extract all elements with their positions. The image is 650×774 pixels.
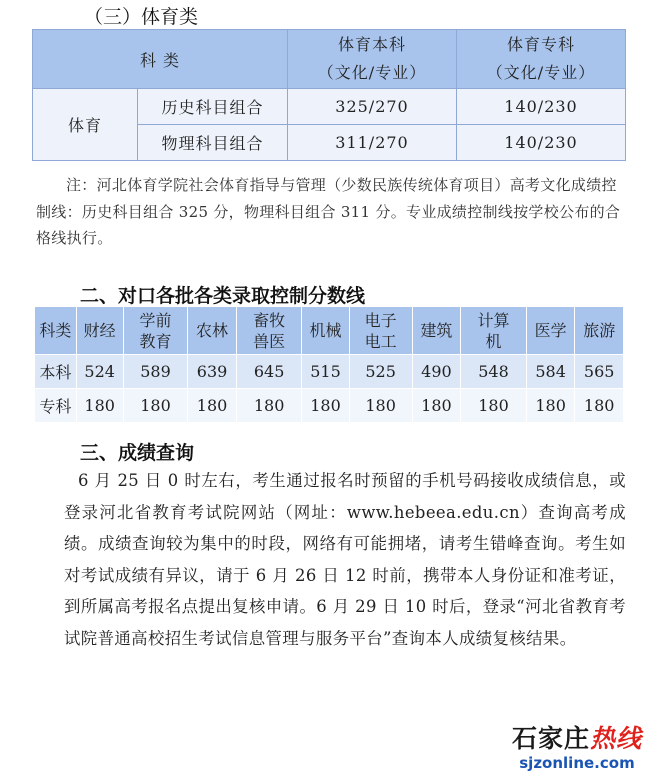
cell-value: 180 bbox=[236, 389, 302, 423]
header-cell: 科类 bbox=[35, 307, 77, 355]
header-undergrad-sub: （文化/专业） bbox=[317, 63, 427, 82]
header-cell: 医学 bbox=[526, 307, 575, 355]
score-query-paragraph bbox=[64, 465, 626, 655]
cell-value: 565 bbox=[575, 355, 624, 389]
table-row bbox=[35, 389, 624, 423]
row-label: 物理科目组合 bbox=[138, 125, 288, 161]
cell-value: 515 bbox=[302, 355, 349, 389]
header-cell: 财经 bbox=[76, 307, 123, 355]
header-cell: 建筑 bbox=[412, 307, 461, 355]
section-heading-vocational: 二、对口各批各类录取控制分数线 bbox=[80, 285, 366, 307]
header-cell: 学前教育 bbox=[123, 307, 188, 355]
cell-value: 180 bbox=[76, 389, 123, 423]
header-undergrad-title: 体育本科 bbox=[337, 35, 406, 54]
cell-value: 140/230 bbox=[457, 125, 626, 161]
vocational-score-table bbox=[34, 306, 624, 423]
sports-note: 注：河北体育学院社会体育指导与管理（少数民族传统体育项目）高考文化成绩控制线：历史科目组合 325 分，物理科目组合 311 分。专业成绩控制线按学校公布的合格线执行。 bbox=[36, 176, 621, 247]
cell-value: 180 bbox=[349, 389, 412, 423]
cell-value: 524 bbox=[76, 355, 123, 389]
cell-value: 490 bbox=[412, 355, 461, 389]
header-cell: 机械 bbox=[302, 307, 349, 355]
cell-value: 180 bbox=[302, 389, 349, 423]
header-cell: 计算机 bbox=[461, 307, 527, 355]
header-junior-title: 体育专科 bbox=[506, 35, 575, 54]
watermark-black-text: 石家庄 bbox=[511, 724, 590, 753]
cell-value: 180 bbox=[526, 389, 575, 423]
header-cell: 旅游 bbox=[575, 307, 624, 355]
cell-value: 180 bbox=[575, 389, 624, 423]
header-junior bbox=[457, 30, 626, 89]
cell-value: 180 bbox=[123, 389, 188, 423]
group-label: 体育 bbox=[33, 89, 138, 161]
header-cell: 畜牧兽医 bbox=[236, 307, 302, 355]
row-label: 本科 bbox=[35, 355, 77, 389]
table-header-row bbox=[33, 30, 626, 89]
cell-value: 525 bbox=[349, 355, 412, 389]
sports-score-table bbox=[32, 29, 626, 161]
table-row bbox=[33, 89, 626, 125]
cell-value: 180 bbox=[188, 389, 237, 423]
table-header-row bbox=[35, 307, 624, 355]
cell-value: 589 bbox=[123, 355, 188, 389]
section-heading-score-query: 三、成绩查询 bbox=[80, 442, 195, 464]
row-label: 专科 bbox=[35, 389, 77, 423]
watermark-logo bbox=[512, 724, 642, 754]
cell-value: 584 bbox=[526, 355, 575, 389]
header-junior-sub: （文化/专业） bbox=[486, 63, 596, 82]
row-label: 历史科目组合 bbox=[138, 89, 288, 125]
watermark-red-text: 热线 bbox=[589, 724, 642, 753]
section-heading-sports: （三）体育类 bbox=[84, 6, 199, 28]
header-undergrad bbox=[288, 30, 457, 89]
header-cell: 电子电工 bbox=[349, 307, 412, 355]
cell-value: 311/270 bbox=[288, 125, 457, 161]
cell-value: 325/270 bbox=[288, 89, 457, 125]
cell-value: 645 bbox=[236, 355, 302, 389]
watermark-url: sjzonline.com bbox=[519, 754, 635, 772]
cell-value: 180 bbox=[412, 389, 461, 423]
header-cell: 农林 bbox=[188, 307, 237, 355]
corner-cell: 科 类 bbox=[33, 30, 288, 89]
cell-value: 548 bbox=[461, 355, 527, 389]
table-row bbox=[35, 355, 624, 389]
cell-value: 140/230 bbox=[457, 89, 626, 125]
cell-value: 639 bbox=[188, 355, 237, 389]
site-watermark bbox=[512, 724, 642, 772]
score-query-text: 6 月 25 日 0 时左右，考生通过报名时预留的手机号码接收成绩信息，或登录河北省教育考试院网站（网址：www.hebeea.edu.cn）查询高考成绩。成绩查询较为集中的时段，网络有可能拥堵，请考生错峰查询。考生如对考试成绩有异议，请于 6 月 26 日 12 时前，携带本人身份证和准考证，到所属高考报名点提出复核申请。6 月 29 日 10 时后，登录“河北省教育考试院普通高校招生考试信息管理与服务平台”查询本人成绩复核结果。 bbox=[64, 471, 626, 648]
cell-value: 180 bbox=[461, 389, 527, 423]
